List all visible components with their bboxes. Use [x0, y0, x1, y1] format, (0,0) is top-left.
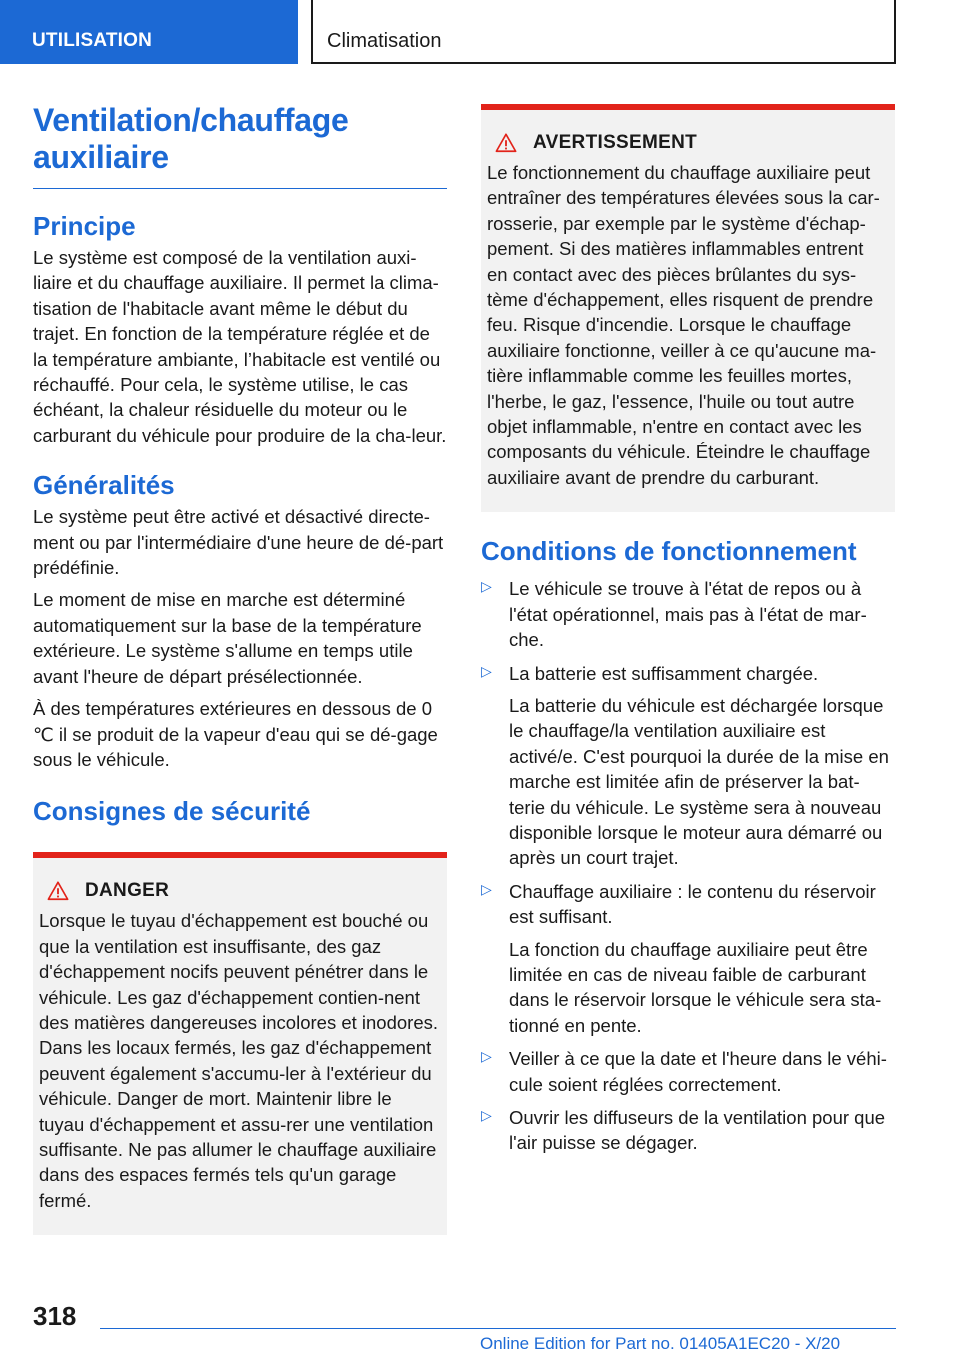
edition-info: Online Edition for Part no. 01405A1EC20 - X/20	[480, 1334, 841, 1353]
left-column	[33, 102, 447, 1235]
right-column	[481, 104, 895, 1164]
section-conditions	[481, 536, 895, 1156]
list-item	[481, 576, 895, 652]
list-item	[481, 879, 895, 1038]
heading-generalites: Généralités	[33, 470, 175, 501]
list-item-text: Ouvrir les diffuseurs de la ventilation pour que l'air puisse se dégager.	[509, 1107, 886, 1154]
danger-label: DANGER	[85, 880, 170, 902]
heading-conditions: Conditions de fonctionnement	[481, 536, 857, 567]
section-consignes	[33, 796, 447, 1235]
triangle-bullet-icon: ▷	[481, 1048, 492, 1065]
generalites-text-2: Le moment de mise en marche est déterminé automatiquement sur la base de la température extérieure. Le système s'allume en temps utile avant l'heure de départ présélectionnée.	[33, 589, 422, 687]
triangle-bullet-icon: ▷	[481, 662, 492, 679]
warning-triangle-icon	[495, 132, 517, 154]
triangle-bullet-icon: ▷	[481, 880, 492, 897]
list-item-detail: La batterie du véhicule est déchargée lorsque le chauffage/la ventilation auxiliaire est activé/e. C'est pourquoi la durée de la mise en marche est limitée afin de préserver la bat-terie du véhicule. Le système sera à nouveau disponible lorsque le moteur aura démarré ou après un court trajet.	[509, 694, 889, 869]
heading-consignes: Consignes de sécurité	[33, 796, 311, 827]
warning-box	[481, 104, 895, 512]
conditions-list	[481, 576, 895, 1156]
section-tab-label: UTILISATION	[32, 30, 153, 51]
warning-triangle-icon	[47, 880, 69, 902]
triangle-bullet-icon: ▷	[481, 1107, 492, 1123]
page-title: Ventilation/chauffage auxiliaire	[33, 102, 349, 175]
list-item	[481, 661, 895, 871]
warning-text: Le fonctionnement du chauffage auxiliaire peut entraîner des températures élevées sous la car-rosserie, par exemple par le système d'échap-pement. Si des matières inflammables entrent en contact avec des pièces brûlantes du sys-tème d'échappement, elles risquent de prendre feu. Risque d'incendie. Lorsque le chauffage auxiliaire fonctionne, veiller à ce qu'aucune ma-tière inflammable comme les feuilles mortes, l'herbe, le gaz, l'essence, l'huile ou tout autre objet inflammable, n'entre en contact avec les composants du véhicule. Éteindre le chauffage auxiliaire avant de prendre du carburant.	[487, 162, 880, 488]
footer-divider	[100, 1328, 896, 1329]
warning-title	[495, 132, 889, 154]
list-item	[481, 1105, 895, 1156]
danger-text: Lorsque le tuyau d'échappement est bouché ou que la ventilation est insuffisante, des gaz d'échappement nocifs peuvent pénétrer dans le véhicule. Les gaz d'échappement contien-nent des matières dangereuses incolores et inodores. Dans les locaux fermés, les gaz d'échappement peuvent également s'accumu-ler à l'extérieur du véhicule. Danger de mort. Maintenir libre le tuyau d'échappement et assu-rer une ventilation suffisante. Ne pas allumer le chauffage auxiliaire dans des espaces fermés tels qu'un garage fermé.	[39, 910, 439, 1211]
list-item-detail: La fonction du chauffage auxiliaire peut être limitée en cas de niveau faible de carburant dans le réservoir lorsque le véhicule sera sta-tionné en pente.	[509, 938, 882, 1036]
chapter-title: Climatisation	[327, 30, 442, 52]
chapter-header	[311, 0, 896, 64]
danger-title	[47, 880, 441, 902]
title-divider	[33, 188, 447, 189]
section-tab	[0, 0, 298, 64]
warning-label: AVERTISSEMENT	[533, 132, 698, 153]
triangle-bullet-icon: ▷	[481, 578, 492, 595]
principe-text: Le système est composé de la ventilation auxi-liaire et du chauffage auxiliaire. Il permet la clima-tisation de l'habitacle avant même le début du trajet. En fonction de la température réglée et de la température ambiante, l’habitacle est ventilé ou réchauffé. Pour cela, le système utilise, le cas échéant, la chaleur résiduelle du moteur ou le carburant du véhicule pour produire de la cha-leur.	[33, 247, 447, 446]
list-item-text: La batterie est suffisamment chargée.	[509, 662, 819, 684]
list-item-text: Le véhicule se trouve à l'état de repos ou à l'état opérationnel, mais pas à l'état de mar-che.	[509, 578, 867, 651]
heading-principe: Principe	[33, 211, 136, 241]
generalites-text-1: Le système peut être activé et désactivé directe-ment ou par l'intermédiaire d'une heure de dé-part prédéfinie.	[33, 506, 444, 579]
page-number: 318	[33, 1301, 77, 1331]
generalites-text-3: À des températures extérieures en dessous de 0 ℃ il se produit de la vapeur d'eau qui se dé-gage sous le véhicule.	[33, 698, 438, 770]
list-item-text: Veiller à ce que la date et l'heure dans le véhi-cule soient réglées correctement.	[509, 1048, 887, 1095]
danger-box	[33, 852, 447, 1235]
section-generalites	[33, 470, 447, 772]
list-item	[481, 1046, 895, 1097]
list-item-text: Chauffage auxiliaire : le contenu du réservoir est suffisant.	[509, 880, 876, 928]
section-principe	[33, 211, 447, 448]
